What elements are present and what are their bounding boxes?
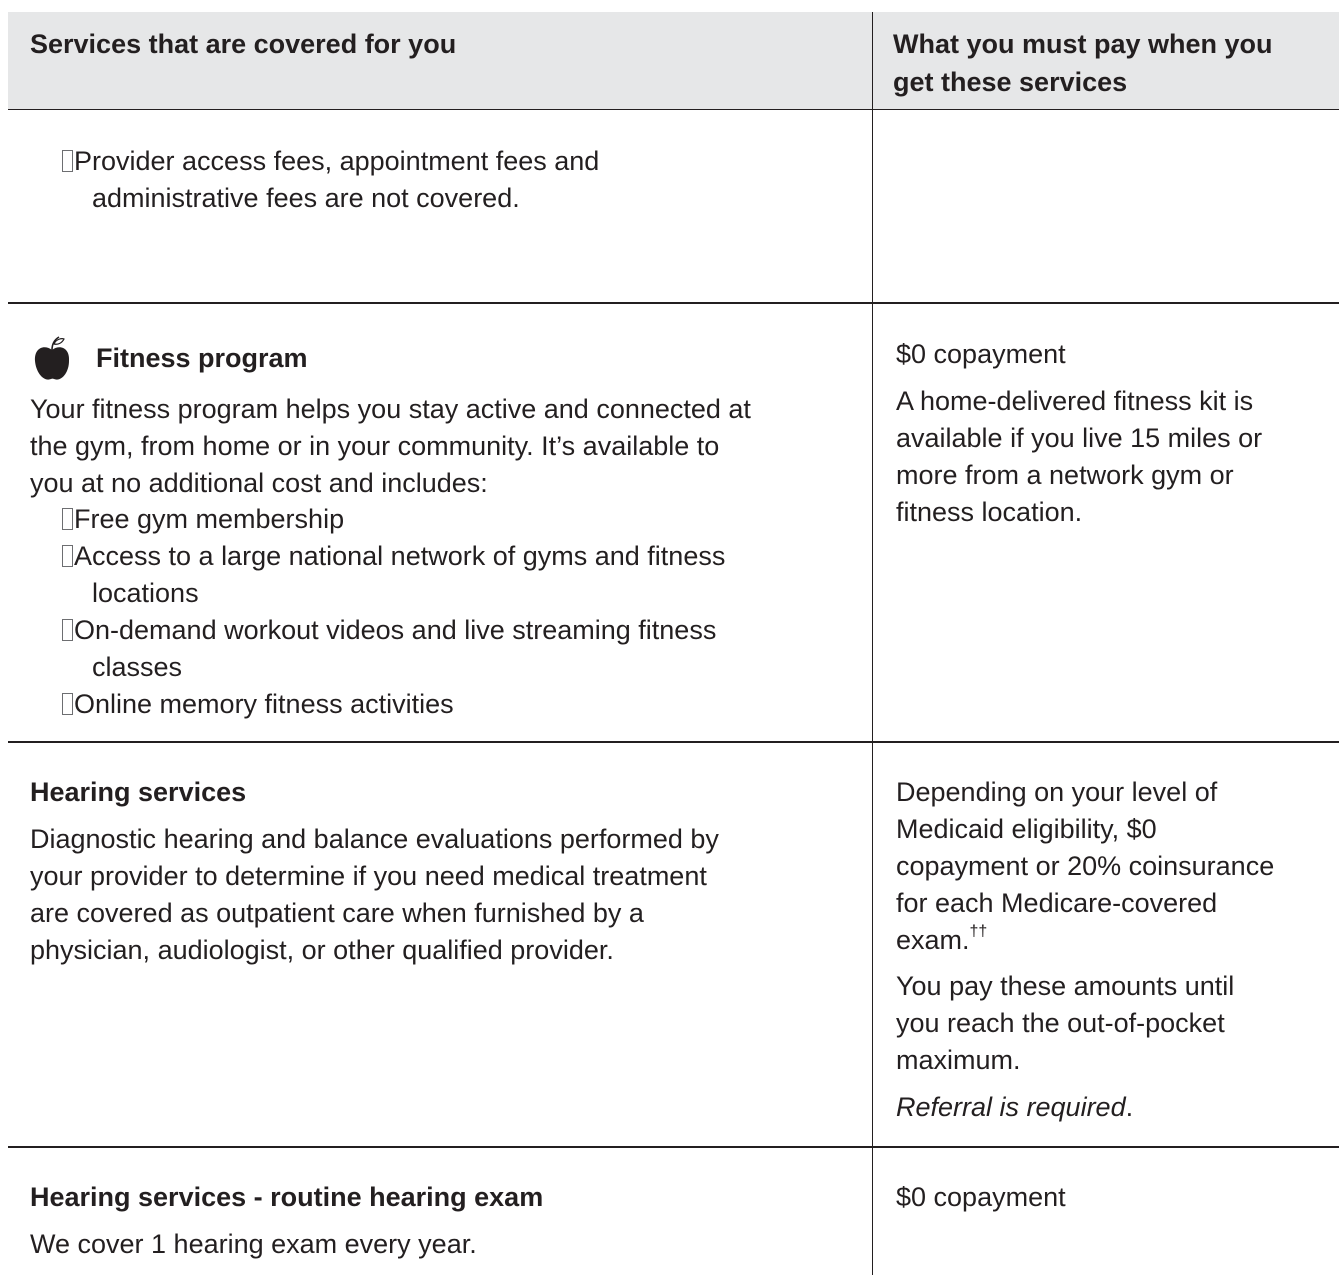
fitness-kit-line1: A home-delivered fitness kit is [896, 386, 1254, 416]
column-divider [872, 12, 873, 1275]
apple-icon [34, 336, 70, 382]
footnote-mark: †† [969, 923, 988, 940]
fitness-desc-line2: the gym, from home or in your community. It’s available to [30, 431, 720, 461]
header-services-covered: Services that are covered for you [30, 29, 457, 59]
list-item [62, 143, 599, 180]
fitness-kit-line2: available if you live 15 miles or [896, 423, 1263, 453]
fitness-program-title: Fitness program [96, 343, 308, 373]
list-item [62, 538, 725, 575]
fitness-kit-line3: more from a network gym or [896, 460, 1234, 490]
provider-fees-line1: Provider access fees, appointment fees and [74, 146, 600, 176]
bullet-icon [62, 693, 73, 715]
fitness-bullet-1: Free gym membership [74, 504, 345, 534]
fitness-bullet-3-line1: On-demand workout videos and live streaming fitness [74, 615, 717, 645]
hearing-pay-line1: Depending on your level of [896, 777, 1218, 807]
hearing-pay-line4: for each Medicare-covered [896, 888, 1218, 918]
routine-hearing-title: Hearing services - routine hearing exam [30, 1182, 544, 1212]
header-what-you-pay-line2: get these services [893, 67, 1128, 97]
hearing-pay2-line3: maximum. [896, 1045, 1021, 1075]
fitness-copayment: $0 copayment [896, 339, 1066, 369]
hearing-referral [896, 1089, 1133, 1126]
hearing-services-title: Hearing services [30, 777, 247, 807]
hearing-desc-line1: Diagnostic hearing and balance evaluations performed by [30, 824, 719, 854]
fitness-bullet-4: Online memory fitness activities [74, 689, 454, 719]
hearing-desc-line2: your provider to determine if you need medical treatment [30, 861, 707, 891]
list-item [62, 501, 344, 538]
hearing-pay2-line2: you reach the out-of-pocket [896, 1008, 1225, 1038]
referral-text: Referral is required [896, 1092, 1126, 1122]
row-divider-2 [8, 741, 1339, 743]
hearing-desc-line4: physician, audiologist, or other qualified provider. [30, 935, 614, 965]
bullet-icon [62, 545, 73, 567]
fitness-kit-line4: fitness location. [896, 497, 1083, 527]
hearing-pay-line3: copayment or 20% coinsurance [896, 851, 1275, 881]
routine-hearing-copayment: $0 copayment [896, 1182, 1066, 1212]
header-what-you-pay-line1: What you must pay when you [893, 29, 1273, 59]
fitness-bullet-3-line2: classes [92, 652, 183, 682]
row-divider-1 [8, 302, 1339, 304]
referral-period: . [1125, 1092, 1134, 1122]
hearing-pay-exam: exam. [896, 925, 970, 955]
row-divider-3 [8, 1146, 1339, 1148]
bullet-icon [62, 619, 73, 641]
bullet-icon [62, 150, 73, 172]
list-item [62, 612, 716, 649]
hearing-desc-line3: are covered as outpatient care when furnished by a [30, 898, 644, 928]
routine-hearing-desc: We cover 1 hearing exam every year. [30, 1229, 477, 1259]
header-divider [8, 109, 1339, 110]
fitness-desc-line3: you at no additional cost and includes: [30, 468, 488, 498]
provider-fees-line2: administrative fees are not covered. [92, 183, 520, 213]
header-what-you-pay [893, 25, 1323, 101]
list-item [62, 686, 454, 723]
hearing-pay2-line1: You pay these amounts until [896, 971, 1235, 1001]
fitness-bullet-2-line2: locations [92, 578, 199, 608]
hearing-pay-line5 [896, 922, 987, 959]
hearing-pay-line2: Medicaid eligibility, $0 [896, 814, 1157, 844]
fitness-desc-line1: Your fitness program helps you stay active and connected at [30, 394, 751, 424]
fitness-bullet-2-line1: Access to a large national network of gyms and fitness [74, 541, 726, 571]
bullet-icon [62, 508, 73, 530]
